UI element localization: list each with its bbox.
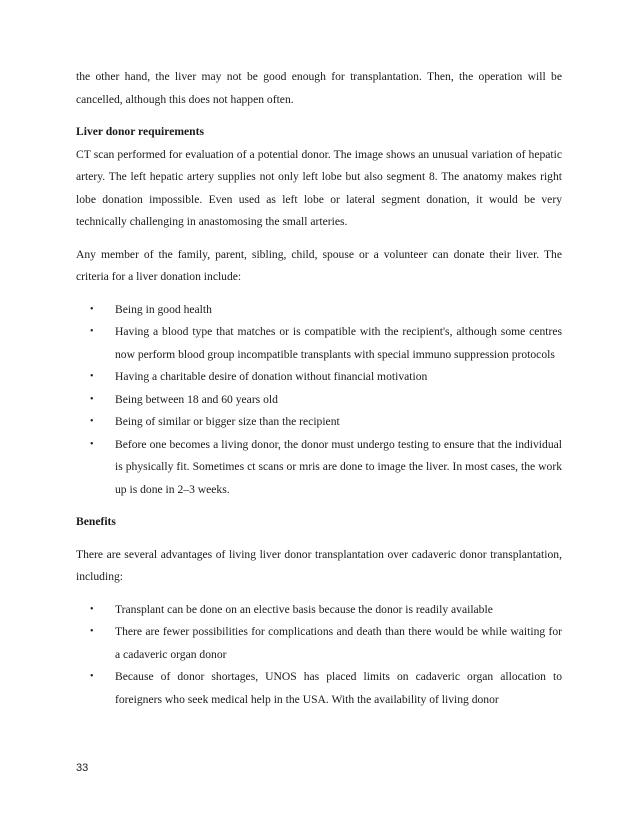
donor-paragraph-ct-scan: CT scan performed for evaluation of a potential donor. The image shows an unusual variation of hepatic artery. The left hepatic artery supplies not only left lobe but also segment 8. The anatomy makes right lobe donation impossible. Even used as left lobe or lateral segment donation, it would be very technically challenging in anastomosing the small arteries.: [76, 147, 562, 228]
bullet-icon: •: [90, 626, 94, 637]
list-item: • Before one becomes a living donor, the donor must undergo testing to ensure that the individual is physically fit. Sometimes ct scans or mris are done to image the liver. In most cases, the work up is done in 2–3 weeks.: [76, 434, 562, 502]
list-item: • Being of similar or bigger size than the recipient: [76, 411, 562, 434]
intro-paragraph: the other hand, the liver may not be good enough for transplantation. Then, the operation will be cancelled, although this does not happen often.: [76, 70, 562, 106]
bullet-icon: •: [90, 303, 94, 315]
bullet-icon: •: [90, 603, 94, 615]
bullet-icon: •: [90, 671, 94, 682]
benefits-list: [76, 599, 562, 712]
list-item: • Having a charitable desire of donation without financial motivation: [76, 366, 562, 389]
list-item: • Being between 18 and 60 years old: [76, 389, 562, 412]
list-item: • Being in good health: [76, 299, 562, 322]
page-body: [76, 66, 562, 711]
benefits-heading: Benefits: [76, 515, 116, 528]
bullet-icon: •: [90, 326, 94, 337]
list-item: • Having a blood type that matches or is compatible with the recipient's, although some centres now perform blood group incompatible transplants with special immuno suppression protocols: [76, 321, 562, 366]
list-item: • Transplant can be done on an elective basis because the donor is readily available: [76, 599, 562, 622]
bullet-icon: •: [90, 438, 94, 450]
list-item: • Because of donor shortages, UNOS has placed limits on cadaveric organ allocation to foreigners who seek medical help in the USA. With the availability of living donor: [76, 666, 562, 711]
bullet-icon: •: [90, 416, 94, 427]
list-item: • There are fewer possibilities for complications and death than there would be while waiting for a cadaveric organ donor: [76, 621, 562, 666]
bullet-icon: •: [90, 371, 94, 382]
donor-paragraph-criteria: Any member of the family, parent, sibling, child, spouse or a volunteer can donate their liver. The criteria for a liver donation include:: [76, 247, 562, 283]
donor-criteria-list: [76, 299, 562, 502]
benefits-paragraph: There are several advantages of living liver donor transplantation over cadaveric donor transplantation, including:: [76, 547, 562, 583]
bullet-icon: •: [90, 393, 94, 405]
page-number: 33: [76, 762, 89, 774]
donor-requirements-heading: Liver donor requirements: [76, 125, 204, 138]
